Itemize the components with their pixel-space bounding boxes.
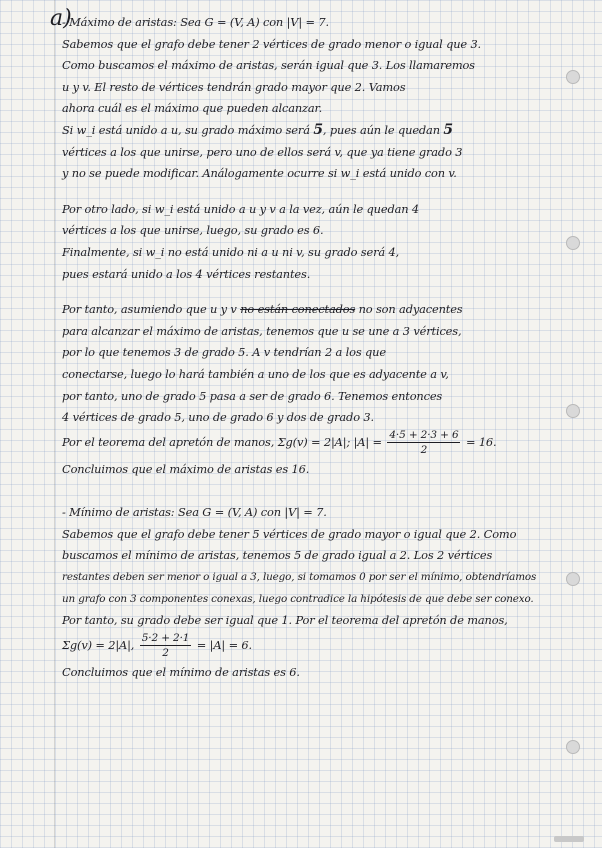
section-max-header: [62, 12, 570, 34]
text-line: y no se puede modificar. Análogamente ocurre si w_i está unido con v.: [62, 166, 457, 181]
text-span: Por el teorema del apretón de manos, Σg(v) = 2|A|; |A| =: [62, 434, 382, 449]
text-span: no son adyacentes: [358, 302, 463, 317]
theorem-line: [62, 429, 570, 459]
text-line: para alcanzar el máximo de aristas, tenemos que u se une a 3 vértices,: [62, 323, 462, 338]
conclusion-min: Concluimos que el mínimo de aristas es 6.: [62, 664, 300, 679]
text-line: Por tanto, su grado debe ser igual que 1. Por el teorema del apretón de manos,: [62, 613, 508, 628]
max-setup: Sea G = (V, A) con |V| = 7.: [180, 15, 329, 29]
text-line: por tanto, uno de grado 5 pasa a ser de grado 6. Tenemos entonces: [62, 388, 443, 403]
fraction-denominator: 2: [420, 443, 428, 456]
equation-line: [62, 632, 570, 662]
min-title: - Mínimo de aristas:: [62, 505, 175, 520]
text-span: Por tanto, asumiendo que u y v: [62, 302, 237, 317]
exercise-label: a): [50, 6, 72, 31]
fraction-min: [140, 632, 192, 660]
section-min-header: [62, 502, 570, 524]
margin-line: [54, 0, 55, 848]
fraction-numerator: 5·2 + 2·1: [141, 631, 190, 644]
text-line: Sabemos que el grafo debe tener 2 vértices de grado menor o igual que 3.: [62, 36, 482, 51]
text-span: = 16.: [465, 434, 497, 449]
min-setup: Sea G = (V, A) con |V| = 7.: [177, 505, 327, 520]
text-line: buscamos el mínimo de aristas, tenemos 5 de grado igual a 2. Los 2 vértices: [62, 548, 493, 563]
text-line: por lo que tenemos 3 de grado 5. A v tendrían 2 a los que: [62, 345, 386, 360]
text-span: Si w_i está unido a u, su grado máximo será: [62, 122, 310, 137]
struck-text: no están conectados: [240, 302, 356, 317]
text-line: Finalmente, si w_i no está unido ni a u ni v, su grado será 4,: [62, 244, 400, 259]
text-line: Como buscamos el máximo de aristas, serán igual que 3. Los llamaremos: [62, 58, 475, 73]
fraction-denominator: 2: [162, 646, 169, 659]
fraction-max: [387, 429, 460, 457]
text-span: Σg(v) = 2|A|,: [62, 637, 135, 652]
text-line: conectarse, luego lo hará también a uno de los que es adyacente a v,: [62, 366, 449, 381]
text-span: = |A| = 6.: [196, 637, 253, 652]
text-line: un grafo con 3 componentes conexas, luego contradice la hipótesis de que debe ser conexo.: [62, 592, 534, 605]
binder-hole: [566, 740, 580, 754]
max-title: - Máximo de aristas:: [62, 15, 177, 29]
conclusion-max: Concluimos que el máximo de aristas es 16.: [62, 461, 310, 476]
emphasis-number: 5: [443, 121, 453, 138]
text-line: Sabemos que el grafo debe tener 5 vértices de grado mayor o igual que 2. Como: [62, 526, 517, 541]
text-line: vértices a los que unirse, luego, su grado es 6.: [62, 223, 324, 238]
text-line: vértices a los que unirse, pero uno de ellos será v, que ya tiene grado 3: [62, 144, 463, 159]
text-line: u y v. El resto de vértices tendrán grado mayor que 2. Vamos: [62, 79, 406, 94]
watermark-logo: [554, 836, 584, 842]
text-line: [62, 299, 570, 321]
emphasis-number: 5: [313, 121, 323, 138]
text-line: pues estará unido a los 4 vértices restantes.: [62, 266, 311, 281]
text-line: ahora cuál es el máximo que pueden alcanzar.: [62, 101, 323, 116]
text-span: , pues aún le quedan: [322, 122, 440, 137]
handwritten-text: [62, 12, 570, 683]
text-line: [62, 120, 570, 142]
text-line: Por otro lado, si w_i está unido a u y v a la vez, aún le quedan 4: [62, 201, 419, 216]
text-line: restantes deben ser menor o igual a 3, luego, si tomamos 0 por ser el mínimo, obtendríamos: [62, 571, 537, 584]
fraction-numerator: 4·5 + 2·3 + 6: [389, 428, 459, 441]
text-line: 4 vértices de grado 5, uno de grado 6 y dos de grado 3.: [62, 410, 374, 425]
